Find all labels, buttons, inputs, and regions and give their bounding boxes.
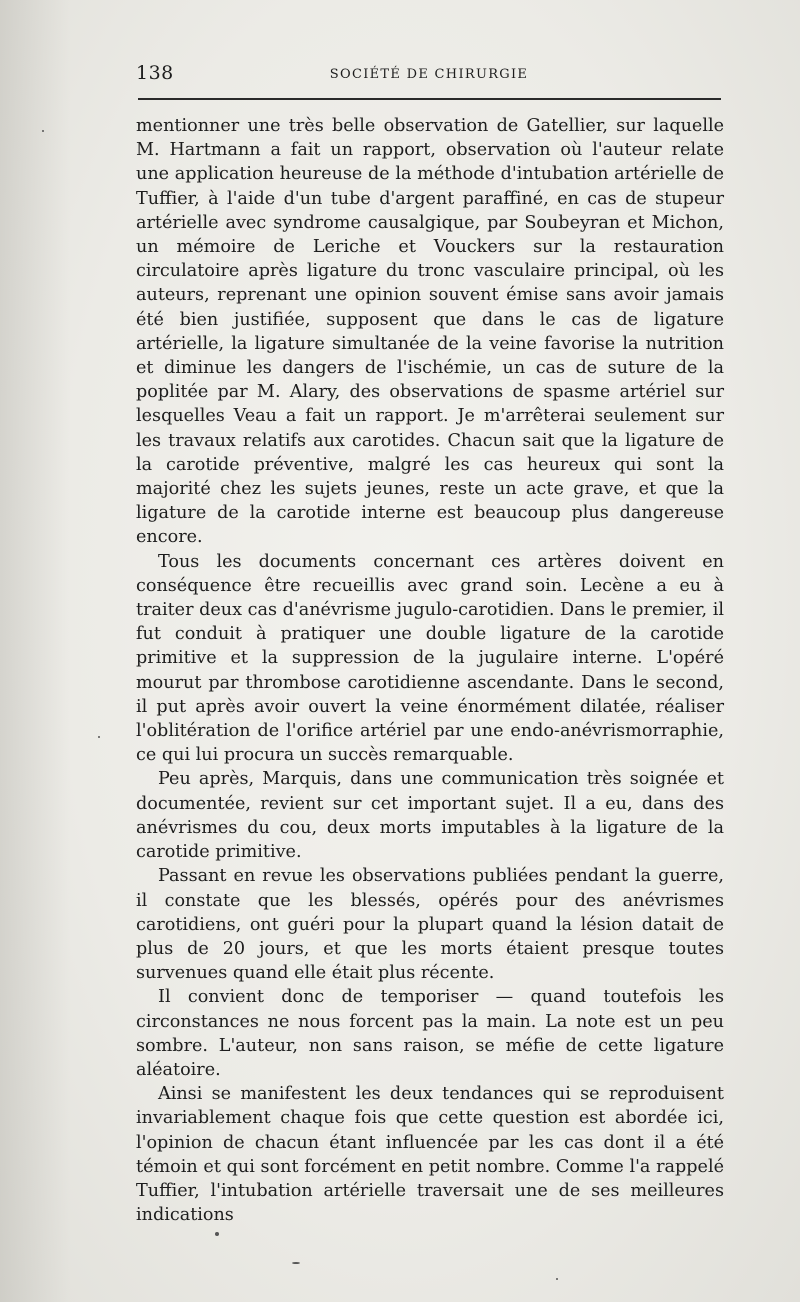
- print-speck: [215, 1232, 219, 1236]
- page-shadow: [0, 0, 70, 1302]
- paragraph: Il convient donc de temporiser — quand toutefois les circonstances ne nous forcent pas la main. La note est un peu sombre. L'auteur, non sans raison, se méfie de cette ligature aléatoire.: [136, 987, 724, 1080]
- page-number: 138: [136, 62, 174, 84]
- page-header: [136, 62, 722, 86]
- paragraph: Tous les documents concernant ces artères doivent en conséquence être recueillis avec grand soin. Lecène a eu à traiter deux cas d'anévrisme jugulo-carotidien. Dans le premier, il fut conduit à pratiquer une double ligature de la carotide primitive et la suppression de la jugulaire interne. L'opéré mourut par thrombose carotidienne ascendante. Dans le second, il put après avoir ouvert la veine énormément dilatée, réaliser l'oblitération de l'orifice artériel par une endo-anévrismorraphie, ce qui lui procura un succès remarquable.: [136, 551, 724, 766]
- paragraph: mentionner une très belle observation de Gatellier, sur laquelle M. Hartmann a fait un rapport, observation où l'auteur relate une application heureuse de la méthode d'intubation artérielle de Tuffier, à l'aide d'un tube d'argent paraffiné, en cas de stupeur artérielle avec syndrome causalgique, par Soubeyran et Michon, un mémoire de Leriche et Vouckers sur la restauration circulatoire après ligature du tronc vasculaire principal, où les auteurs, reprenant une opinion souvent émise sans avoir jamais été bien justifiée, supposent que dans le cas de ligature artérielle, la ligature simultanée de la veine favorise la nutrition et diminue les dangers de l'ischémie, un cas de suture de la poplitée par M. Alary, des observations de spasme artériel sur lesquelles Veau a fait un rapport. Je m'arrêterai seulement sur les travaux relatifs aux carotides. Chacun sait que la ligature de la carotide préventive, malgré les cas heureux qui sont la majorité chez les sujets jeunes, reste un acte grave, et que la ligature de la carotide interne est beaucoup plus dangereuse encore.: [136, 116, 724, 548]
- paragraph: Peu après, Marquis, dans une communication très soignée et documentée, revient sur cet important sujet. Il a eu, dans des anévrismes du cou, deux morts imputables à la ligature de la carotide primitive.: [136, 769, 724, 863]
- paragraph: Passant en revue les observations publiées pendant la guerre, il constate que les blessés, opérés pour des anévrismes carotidiens, ont guéri pour la plupart quand la lésion datait de plus de 20 jours, et que les morts étaient presque toutes survenues quand elle était plus récente.: [136, 866, 724, 984]
- print-speck: [42, 130, 44, 132]
- print-speck: [556, 1278, 558, 1280]
- print-speck: [292, 1262, 300, 1264]
- print-speck: [98, 736, 100, 738]
- body-text: [136, 114, 724, 1227]
- paragraph: Ainsi se manifestent les deux tendances qui se reproduisent invariablement chaque fois que cette question est abordée ici, l'opinion de chacun étant influencée par les cas dont il a été témoin et qui sont forcément en petit nombre. Comme l'a rappelé Tuffier, l'intubation artérielle traversait une de ses meilleures indications: [136, 1084, 724, 1226]
- header-rule: [138, 98, 721, 100]
- running-head: SOCIÉTÉ DE CHIRURGIE: [329, 67, 529, 82]
